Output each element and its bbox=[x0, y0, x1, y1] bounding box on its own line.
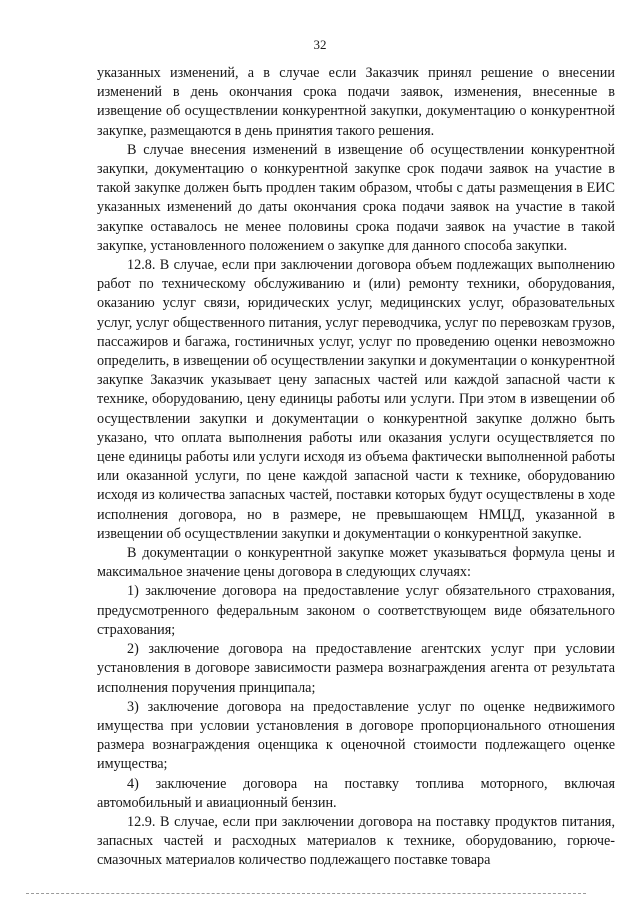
list-item-1: 1) заключение договора на предоставление услуг обязательного страхования, предусмотренного федеральным законом о соответствующем виде обязательного страхования; bbox=[97, 583, 615, 638]
paragraph-continuation: указанных изменений, а в случае если Заказчик принял решение о внесении изменений в день окончания срока подачи заявок, изменения, внесенные в извещение об осуществлении конкурентной закупки, документацию о конкурентной закупке, размещаются в день принятия такого решения. bbox=[97, 65, 615, 139]
page-bottom-divider bbox=[26, 893, 586, 894]
paragraph-price-formula: В документации о конкурентной закупке может указываться формула цены и максимальное значение цены договора в следующих случаях: bbox=[97, 545, 615, 581]
page-number: 32 bbox=[313, 37, 327, 52]
paragraph-12-8: 12.8. В случае, если при заключении договора объем подлежащих выполнению работ по техническому обслуживанию и (или) ремонту техники, оборудования, оказанию услуг связи, юридических услуг, медицинских услуг, образовательных услуг, услуг общественного питания, услуг переводчика, услуг по перевозкам грузов, пассажиров и багажа, гостиничных услуг, услуг по проведению оценки невозможно определить, в извещении об осуществлении закупки и документации о конкурентной закупке Заказчик указывает цену запасных частей или каждой запасной части к технике, оборудованию, цену единицы работы или услуги. При этом в извещении об осуществлении закупки и документации о конкурентной закупке должно быть указано, что оплата выполнения работы или оказания услуги осуществляется по цене единицы работы или услуги исходя из объема фактически выполненной работы или оказанной услуги, по цене каждой запасной части к технике, оборудованию исходя из количества запасных частей, поставки которых будут осуществлены в ходе исполнения договора, но в размере, не превышающем НМЦД, указанной в извещении об осуществлении закупки и документации о конкурентной закупке. bbox=[97, 257, 615, 542]
list-item-3: 3) заключение договора на предоставление услуг по оценке недвижимого имущества при условии установления в договоре пропорционального отношения размера вознаграждения оценщика к оценочной стоимости подлежащего оценке имущества; bbox=[97, 698, 615, 773]
list-item-4: 4) заключение договора на поставку топлива моторного, включая автомобильный и авиационный бензин. bbox=[97, 775, 615, 811]
document-body bbox=[97, 64, 615, 871]
paragraph-deadline-extension: В случае внесения изменений в извещение об осуществлении конкурентной закупки, документацию о конкурентной закупке срок подачи заявок на участие в такой закупке должен быть продлен таким образом, чтобы с даты размещения в ЕИС указанных изменений до даты окончания срока подачи заявок на участие в такой закупке оставалось не менее половины срока подачи заявок на участие в такой закупке, установленного положением о закупке для данного способа закупки. bbox=[97, 141, 615, 254]
list-item-2: 2) заключение договора на предоставление агентских услуг при условии установления в договоре зависимости размера вознаграждения агента от результата исполнения поручения принципала; bbox=[97, 641, 615, 696]
paragraph-12-9: 12.9. В случае, если при заключении договора на поставку продуктов питания, запасных частей и расходных материалов к технике, оборудованию, горюче-смазочных материалов количество подлежащего поставке товара bbox=[97, 813, 615, 869]
